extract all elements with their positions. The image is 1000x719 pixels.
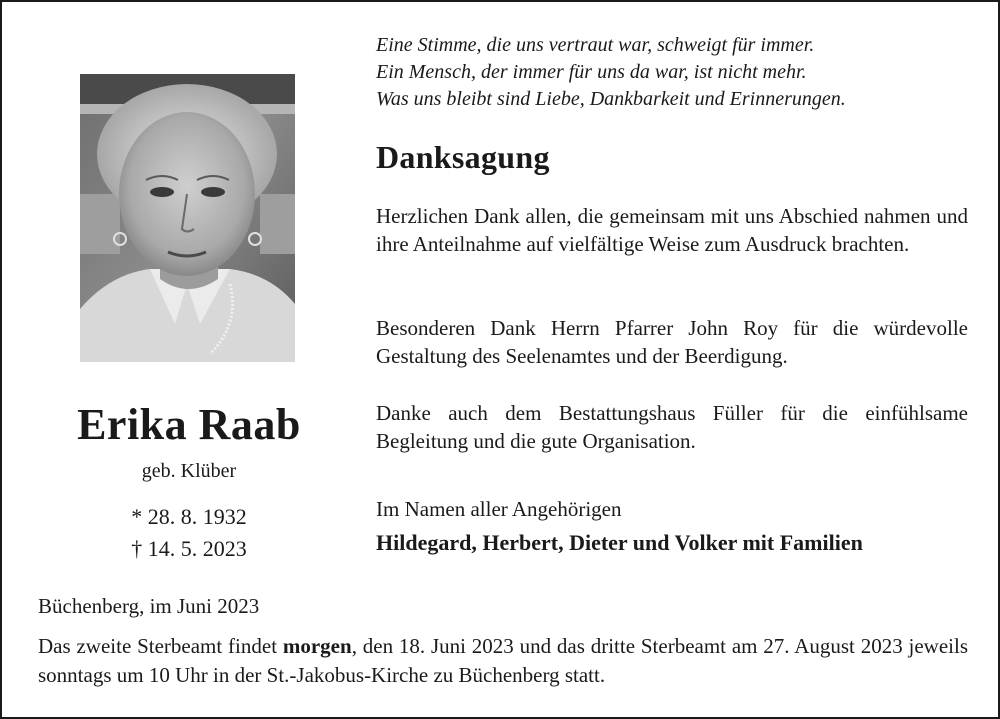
signature-families: Hildegard, Herbert, Dieter und Volker mit Familien [376,530,863,555]
signature-intro: Im Namen aller Angehörigen [376,497,622,521]
thanks-paragraph: Danke auch dem Bestattungshaus Füller für die einfühlsame Begleitung und die gute Organisation. [376,401,968,453]
poem-line: Ein Mensch, der immer für uns da war, ist nicht mehr. [376,61,807,83]
death-date: † 14. 5. 2023 [131,536,247,561]
place-date: Büchenberg, im Juni 2023 [38,594,260,618]
service-notice-emphasis: morgen [282,634,352,658]
poem [376,32,976,113]
service-notice-text: Das zweite Sterbeamt findet [38,634,283,658]
poem-line: Eine Stimme, die uns vertraut war, schweigt für immer. [376,34,815,56]
thanks-paragraph: Besonderen Dank Herrn Pfarrer John Roy für die würdevolle Gestaltung des Seelenamtes und der Beerdigung. [376,316,968,368]
page-title: Danksagung [376,139,550,175]
thanks-paragraph: Herzlichen Dank allen, die gemeinsam mit uns Abschied nahmen und ihre Anteilnahme auf vielfältige Weise zum Ausdruck brachten. [376,204,968,256]
deceased-name: Erika Raab [77,400,301,449]
maiden-name: geb. Klüber [141,460,237,482]
service-notice [38,632,968,690]
birth-date: * 28. 8. 1932 [131,504,247,529]
service-notice-text: , den 18. Juni 2023 und das dritte Sterbeamt am 27. August 2023 jeweils sonntags um 10 Uhr in der St.-Jakobus-Kirche zu Büchenberg statt. [38,634,968,687]
portrait-photo [80,74,295,362]
poem-line: Was uns bleibt sind Liebe, Dankbarkeit und Erinnerungen. [376,88,846,110]
